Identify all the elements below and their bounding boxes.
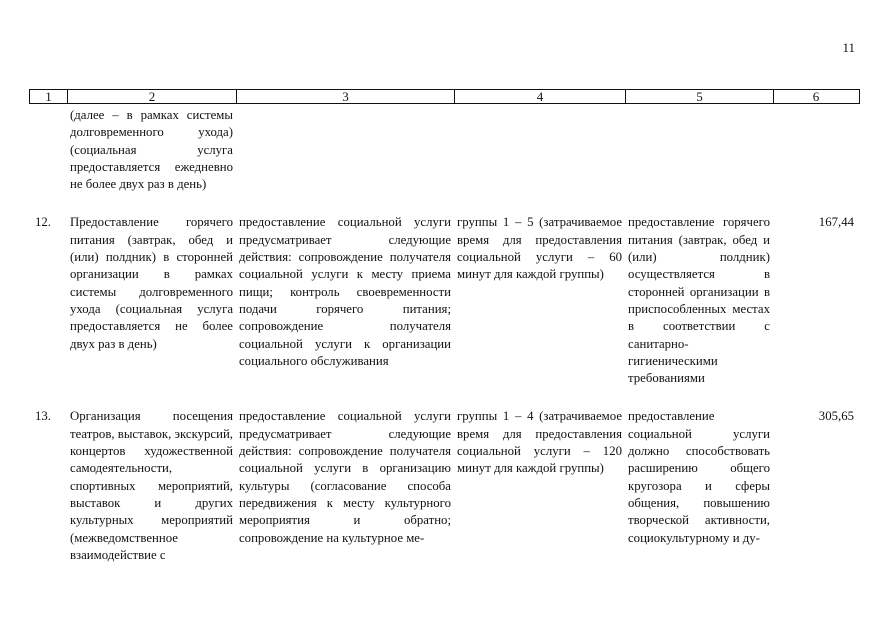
service-time: группы 1 – 5 (затрачиваемое время для предоставления социальной услуги – 60 минут для каждой группы) [457,215,622,282]
header-cell-3: 3 [237,90,455,103]
table-header-row [29,89,860,104]
header-cell-6: 6 [812,89,820,104]
service-actions: предоставление социальной услуги предусматривает следующие действия: сопровождение получателя социальной услуги к месту приема пищи; контроль своевременности подачи горячего питания; сопровождение получателя социальной услуги к организации социального обслуживания [239,215,451,368]
page-number: 11 [842,40,855,55]
row-number: 12. [35,215,51,230]
table-body [29,107,860,564]
service-name: Предоставление горячего питания (завтрак, обед и (или) полдник) в сторонней организации в рамках системы долговременного ухода (социальная услуга предоставляется не более двух раз в день) [70,215,233,351]
service-name: Организация посещения театров, выставок, экскурсий, концертов художественной самодеятельности, спортивных мероприятий, выставок и других культурных мероприятий (межведомственное взаимодействие с [70,409,233,562]
header-cell-4: 4 [455,90,626,103]
continuation-row [29,107,860,193]
row-number: 13. [35,409,51,424]
table-row-13 [29,408,860,564]
service-conditions: предоставление горячего питания (завтрак, обед и (или) полдник) осуществляется в сторонней организации в приспособленных местах в соответствии с санитарно-гигиеническими требованиями [628,215,770,386]
service-time: группы 1 – 4 (затрачиваемое время для предоставления социальной услуги – 120 минут для каждой группы) [457,409,622,476]
continuation-text: (далее – в рамках системы долговременного ухода) (социальная услуга предоставляется ежедневно не более двух раз в день) [70,108,233,192]
table-row-12 [29,214,860,387]
service-actions: предоставление социальной услуги предусматривает следующие действия: сопровождение получателя социальной услуги в организацию культуры (согласование способа передвижения к месту культурного мероприятия и обратно; сопровождение на культурное ме- [239,409,451,545]
header-cell-5: 5 [626,90,774,103]
service-price: 167,44 [818,215,854,230]
service-conditions: предоставление социальной услуги должно способствовать расширению общего кругозора и сферы общения, повышению творческой активности, социокультурному и ду- [628,409,770,545]
service-price: 305,65 [818,409,854,424]
header-cell-2: 2 [68,90,237,103]
continuation-num [29,107,67,193]
header-cell-1: 1 [30,90,68,103]
